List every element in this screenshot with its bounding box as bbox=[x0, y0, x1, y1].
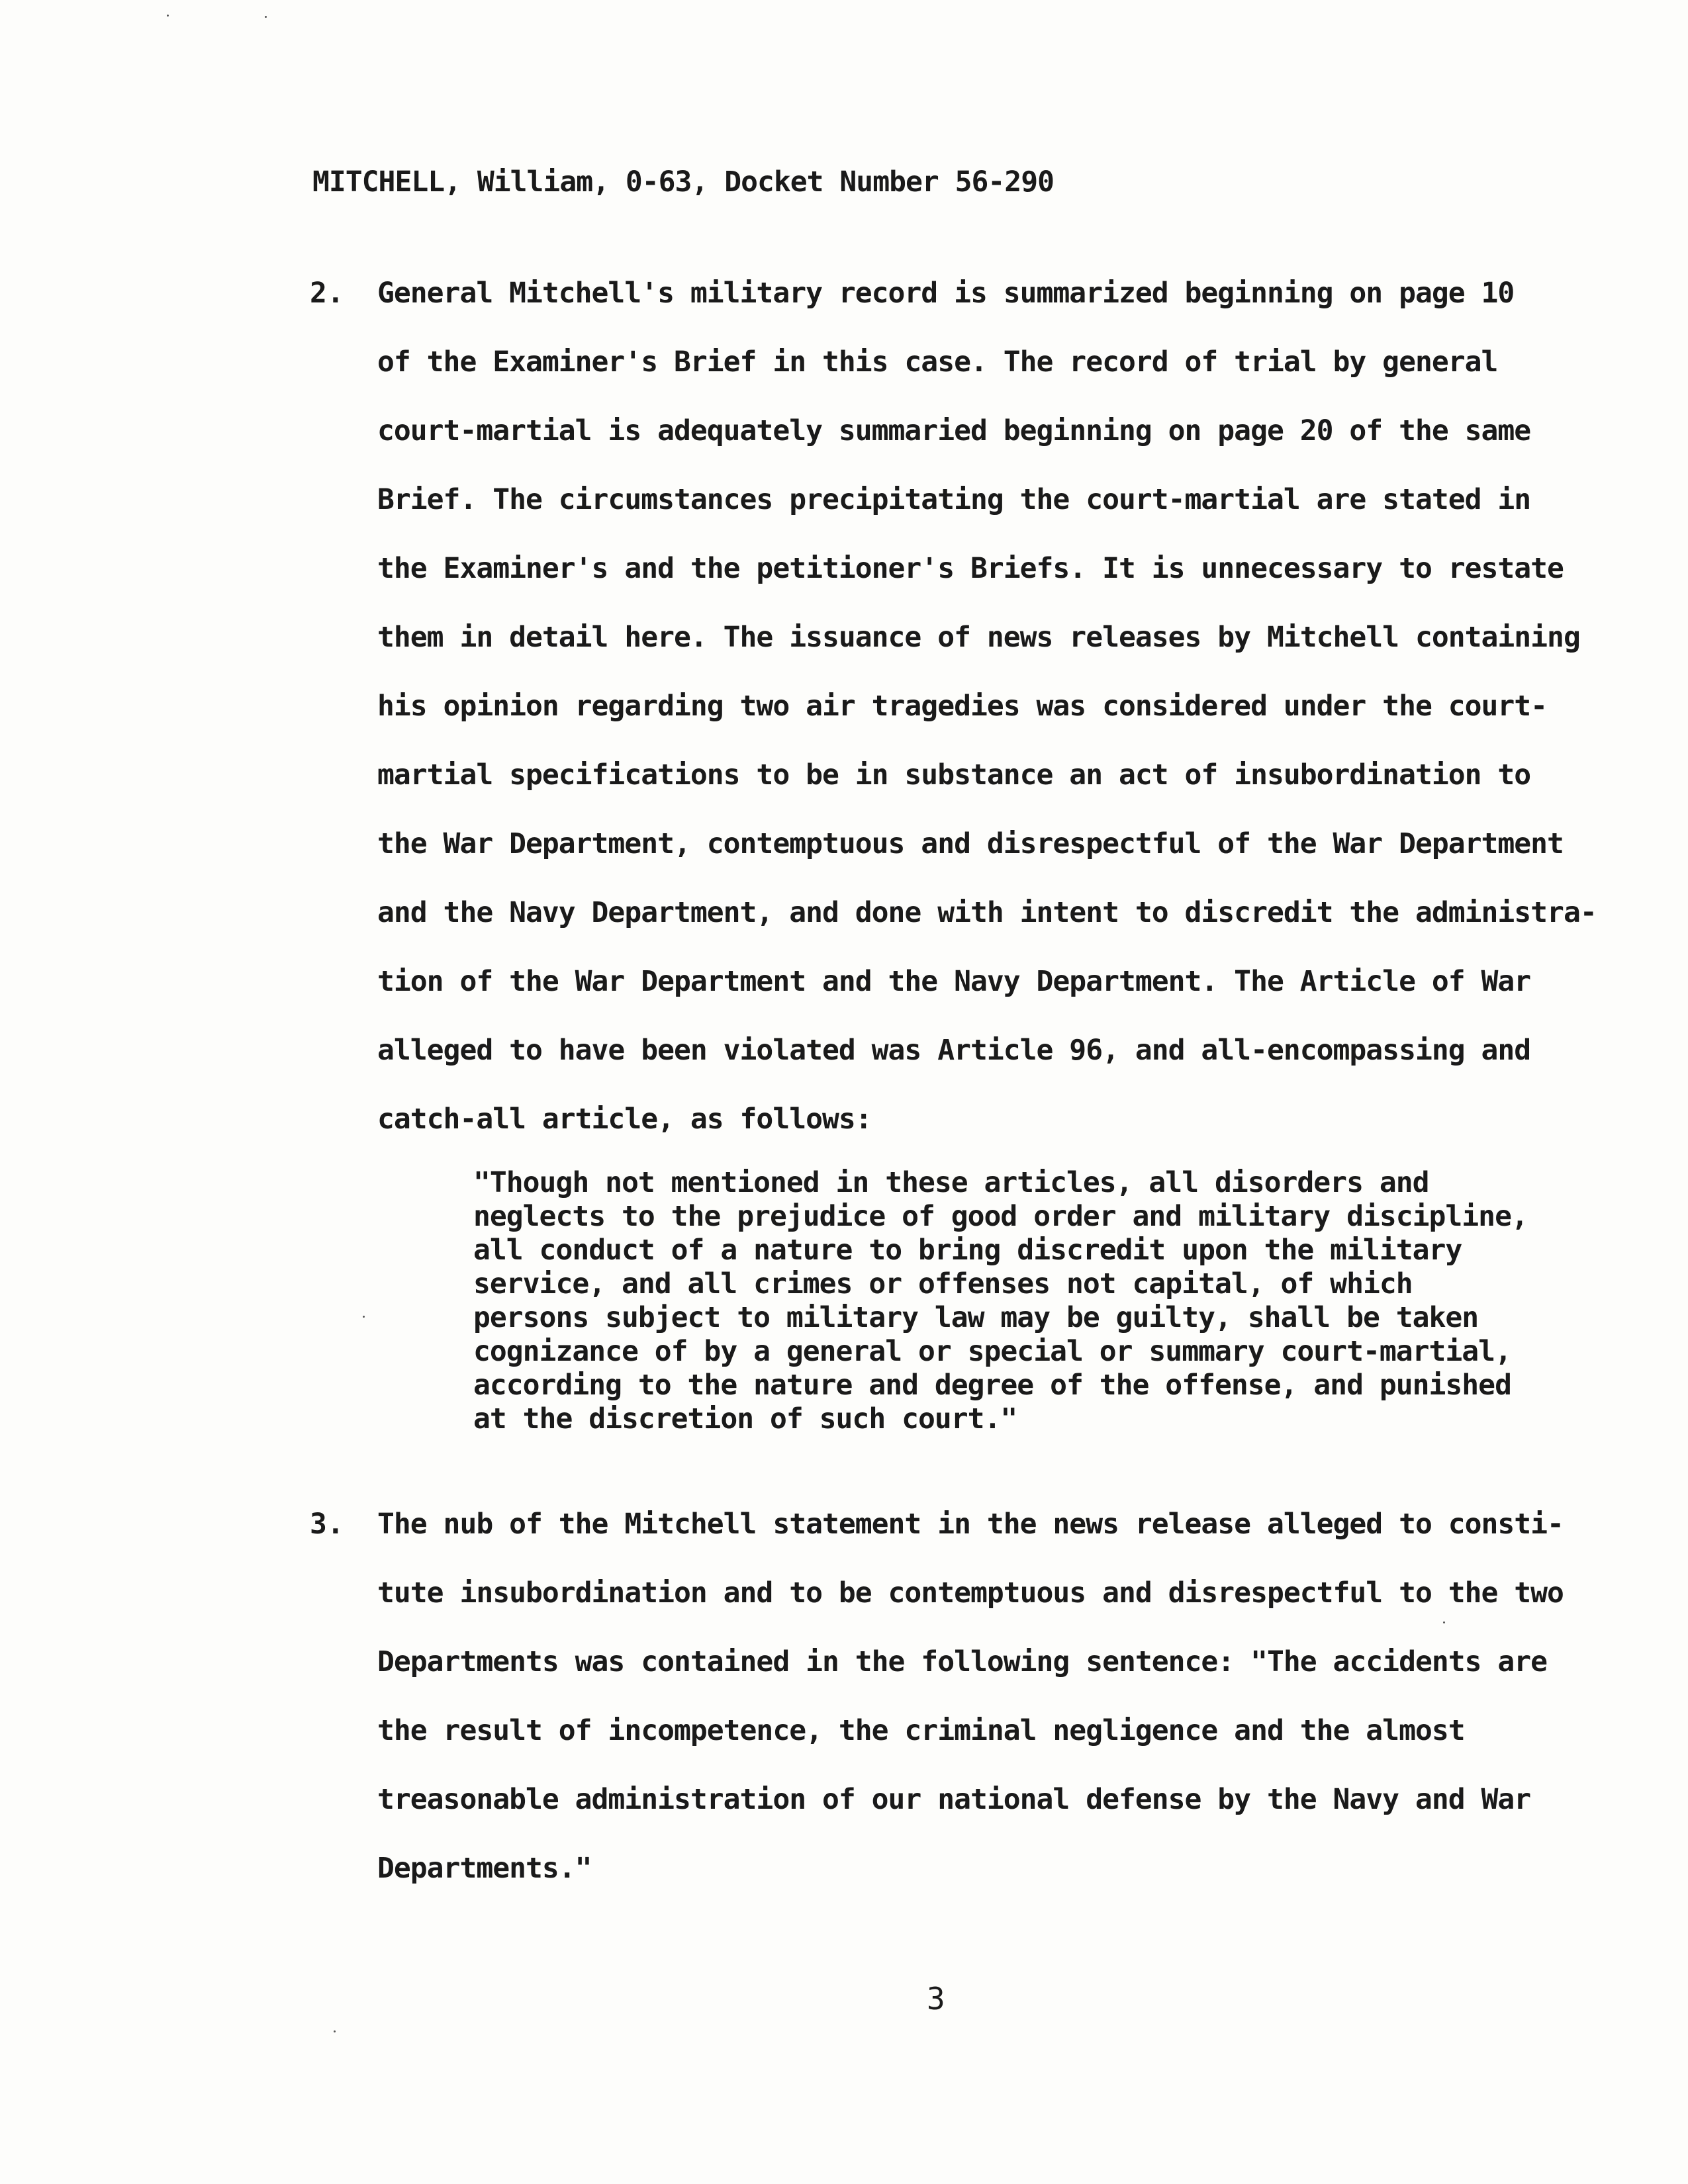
scan-speck bbox=[334, 2030, 336, 2032]
quote-line: "Though not mentioned in these articles, all disorders and bbox=[473, 1166, 1429, 1199]
text-line: his opinion regarding two air tragedies was considered under the court- bbox=[377, 690, 1548, 723]
text-line: catch-all article, as follows: bbox=[377, 1103, 872, 1136]
text-line: martial specifications to be in substance an act of insubordination to bbox=[377, 758, 1531, 792]
text-line: them in detail here. The issuance of news releases by Mitchell containing bbox=[377, 621, 1580, 654]
scan-speck bbox=[167, 15, 169, 17]
text-line: the result of incompetence, the criminal negligence and the almost bbox=[377, 1714, 1465, 1747]
text-line: tion of the War Department and the Navy Department. The Article of War bbox=[377, 965, 1531, 998]
docket-header: MITCHELL, William, 0-63, Docket Number 56-290 bbox=[312, 165, 1054, 199]
text-line: Departments was contained in the following sentence: "The accidents are bbox=[377, 1645, 1548, 1678]
quote-line: cognizance of by a general or special or summary court-martial, bbox=[473, 1335, 1511, 1368]
quote-line: service, and all crimes or offenses not capital, of which bbox=[473, 1267, 1413, 1300]
paragraph-number: 2. bbox=[310, 277, 344, 310]
text-line: and the Navy Department, and done with intent to discredit the administra- bbox=[377, 896, 1597, 929]
text-line: of the Examiner's Brief in this case. The record of trial by general bbox=[377, 345, 1498, 379]
quote-line: at the discretion of such court." bbox=[473, 1402, 1017, 1435]
scan-speck bbox=[363, 1316, 365, 1318]
page-number: 3 bbox=[927, 1981, 945, 2017]
text-line: Brief. The circumstances precipitating the court-martial are stated in bbox=[377, 483, 1531, 516]
scan-speck bbox=[265, 16, 267, 18]
text-line: court-martial is adequately summaried beginning on page 20 of the same bbox=[377, 414, 1531, 447]
text-line: General Mitchell's military record is summarized beginning on page 10 bbox=[377, 277, 1515, 310]
quote-line: all conduct of a nature to bring discredit upon the military bbox=[473, 1234, 1462, 1267]
text-line: treasonable administration of our national defense by the Navy and War bbox=[377, 1783, 1531, 1816]
paragraph-number: 3. bbox=[310, 1508, 344, 1541]
quote-line: according to the nature and degree of the offense, and punished bbox=[473, 1369, 1511, 1402]
text-line: tute insubordination and to be contemptuous and disrespectful to the two bbox=[377, 1576, 1564, 1610]
text-line: The nub of the Mitchell statement in the news release alleged to consti- bbox=[377, 1508, 1564, 1541]
text-line: Departments." bbox=[377, 1852, 592, 1885]
scan-speck bbox=[1443, 1621, 1445, 1623]
quote-line: persons subject to military law may be guilty, shall be taken bbox=[473, 1301, 1479, 1334]
quote-line: neglects to the prejudice of good order and military discipline, bbox=[473, 1200, 1528, 1233]
text-line: the Examiner's and the petitioner's Briefs. It is unnecessary to restate bbox=[377, 552, 1564, 585]
text-line: the War Department, contemptuous and disrespectful of the War Department bbox=[377, 827, 1564, 860]
text-line: alleged to have been violated was Article 96, and all-encompassing and bbox=[377, 1034, 1531, 1067]
